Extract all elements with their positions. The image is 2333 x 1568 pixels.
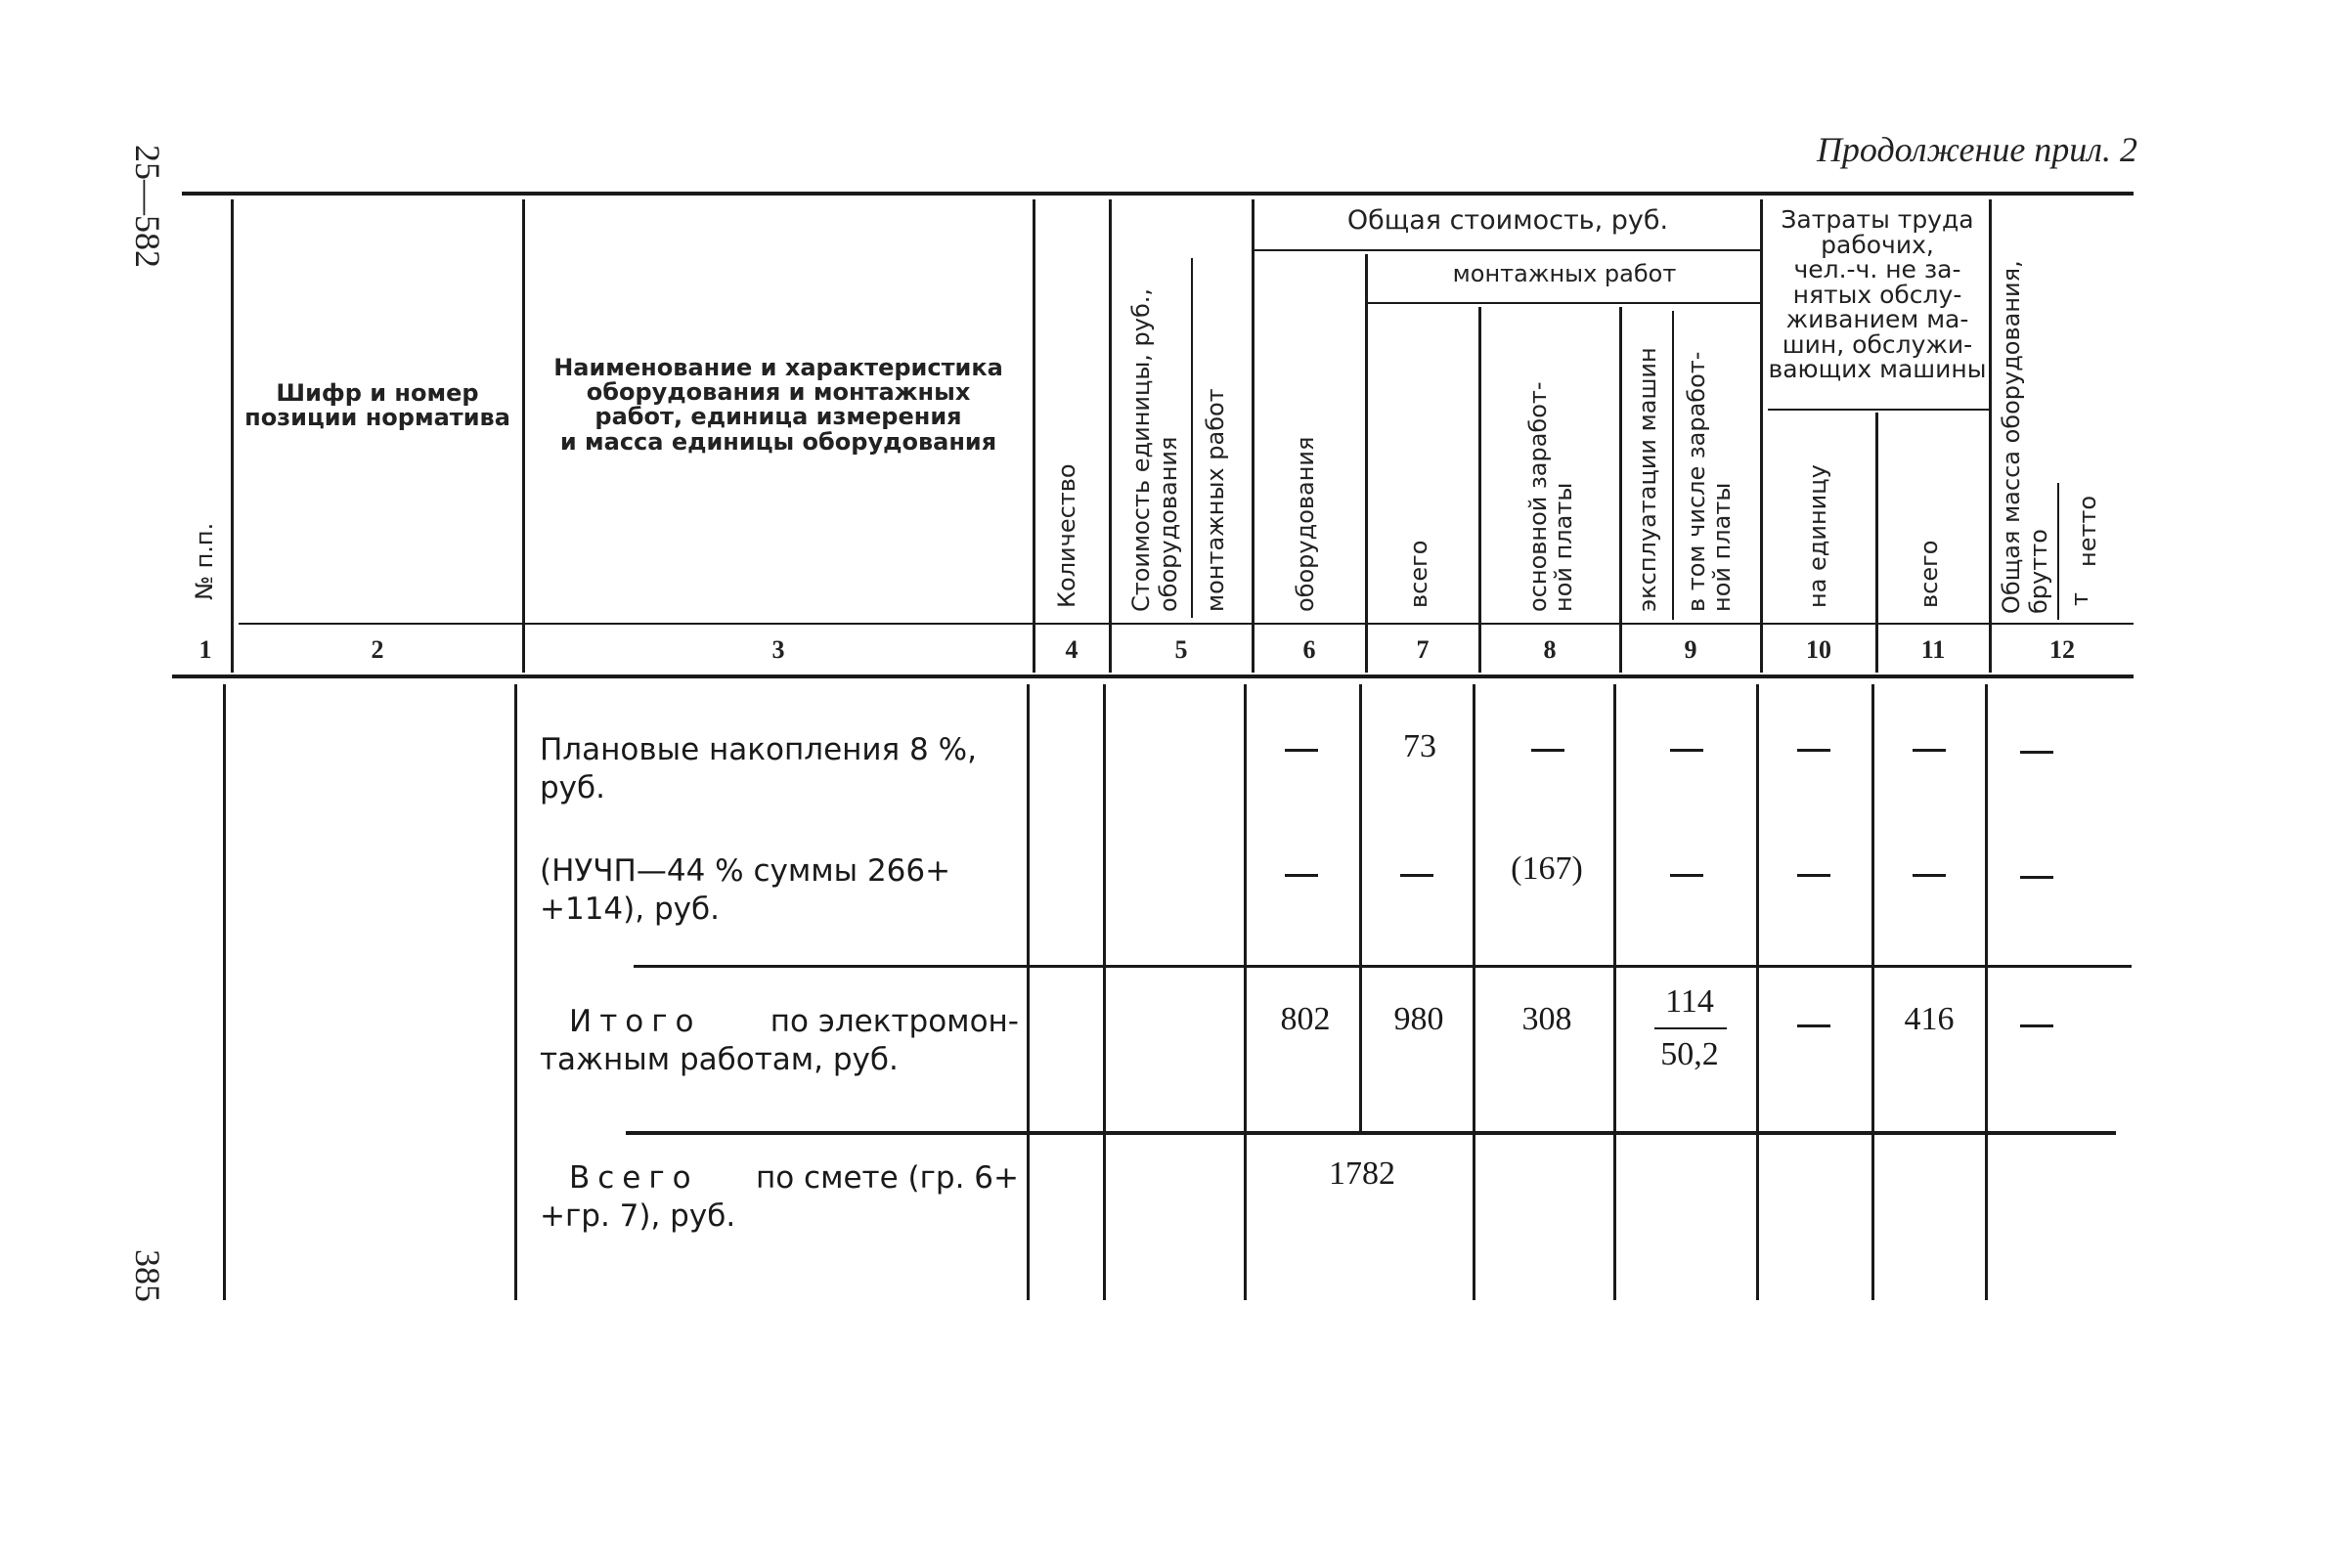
col12-fraction-line (2057, 483, 2059, 620)
body-vline-1 (223, 684, 226, 1300)
colnum-11: 11 (1920, 635, 1946, 664)
row-nuchp-name: (НУЧП—44 % суммы 266+ +114), руб. (540, 853, 951, 927)
body-vline-4 (1103, 684, 1106, 1300)
r1-c6-dash (1285, 749, 1318, 752)
col12-netto: нетто (2074, 495, 2101, 567)
montage-rule (1367, 302, 1762, 304)
colnum-1: 1 (198, 635, 212, 664)
hdr-vline-8 (1619, 307, 1622, 673)
body-vline-3 (1027, 684, 1030, 1300)
col9-b-header: в том числе заработ- ной платы (1683, 351, 1737, 612)
total-cost-rule (1254, 249, 1762, 251)
r1-c11-dash (1913, 749, 1946, 752)
colnum-5: 5 (1174, 635, 1188, 664)
body-vline-9 (1756, 684, 1759, 1300)
hdr-vline-6 (1365, 254, 1368, 673)
body-vline-8 (1613, 684, 1616, 1300)
col8-header: основной заработ- ной платы (1524, 381, 1578, 612)
body-vline-10 (1871, 684, 1874, 1300)
r3-c6-value: 802 (1280, 1001, 1331, 1037)
col3-header: Наименование и характеристика оборудования и монтажных работ, единица измерения и масса единицы оборудования (553, 354, 1003, 456)
col5-group-header: Стоимость единицы, руб., (1127, 287, 1155, 612)
page-number: 385 (128, 1249, 167, 1302)
hdr-vline-9a (1672, 311, 1674, 620)
colnum-3: 3 (771, 635, 785, 664)
continuation-title: Продолжение прил. 2 (1816, 130, 2137, 169)
col5-b-header: монтажных работ (1202, 388, 1229, 612)
colnum-7: 7 (1416, 635, 1430, 664)
colnum-2: 2 (371, 635, 384, 664)
r1-c8-dash (1531, 749, 1564, 752)
colnum-4: 4 (1065, 635, 1078, 664)
r2-c6-dash (1285, 874, 1318, 877)
r3-c7-value: 980 (1393, 1001, 1444, 1037)
r4-c6-7-value: 1782 (1329, 1155, 1395, 1192)
body-vline-7 (1473, 684, 1475, 1300)
montage-header: монтажных работ (1452, 260, 1677, 287)
col12-t: т (2066, 592, 2093, 606)
body-vline-2 (514, 684, 517, 1300)
col12-brutto: брутто (2025, 529, 2052, 614)
hdr-vline-1 (231, 199, 234, 673)
r2-c9-dash (1670, 874, 1703, 877)
total-rule (626, 1131, 2116, 1135)
row-subtotal-name: Итого по электромон- тажным работам, руб. (540, 1004, 1019, 1077)
r2-c11-dash (1913, 874, 1946, 877)
r3-c9-fraction-line (1654, 1027, 1727, 1029)
col10-header: на единицу (1804, 464, 1831, 608)
colnum-8: 8 (1543, 635, 1557, 664)
row-planned-savings-name: Плановые накопления 8 %, руб. (540, 732, 977, 806)
r3-c12-dash (2020, 1024, 2053, 1027)
colnum-6: 6 (1302, 635, 1316, 664)
r2-c12-dash (2020, 876, 2053, 879)
hdr-vline-10 (1875, 413, 1878, 673)
body-vline-6 (1359, 684, 1362, 1132)
body-vline-5 (1244, 684, 1247, 1300)
col5-a-header: оборудования (1155, 436, 1182, 612)
colnum-10: 10 (1806, 635, 1831, 664)
col11-header: всего (1915, 540, 1943, 608)
r3-c10-dash (1797, 1024, 1830, 1027)
col2-header: Шифр и номер позиции норматива (244, 379, 510, 432)
table-top-rule (182, 192, 2134, 196)
r2-c10-dash (1797, 874, 1830, 877)
col9-a-header: эксплуатации машин (1634, 347, 1661, 612)
r3-c9-bottom: 50,2 (1660, 1036, 1719, 1072)
r2-c7-dash (1400, 874, 1433, 877)
r1-c10-dash (1797, 749, 1830, 752)
hdr-vline-7 (1478, 307, 1481, 673)
r1-c12-dash (2020, 751, 2053, 754)
col4-header: Количество (1053, 463, 1080, 608)
subtotal-rule (634, 965, 2132, 968)
col12-header: Общая масса оборудования, (1998, 260, 2025, 614)
col1-header: № п.п. (191, 522, 218, 600)
colnum-12: 12 (2049, 635, 2075, 664)
labor-rule (1768, 409, 1991, 411)
col6-header: оборудования (1292, 436, 1319, 612)
total-cost-header: Общая стоимость, руб. (1346, 205, 1669, 236)
r1-c7-value: 73 (1403, 728, 1436, 764)
labor-header: Затраты труда рабочих, чел.-ч. не за- нятых обслу- живанием ма- шин, обслужи- вающих машины (1768, 205, 1987, 383)
r3-c8-value: 308 (1521, 1001, 1572, 1037)
numbers-bottom-rule (172, 675, 2134, 678)
hdr-vline-4 (1109, 199, 1112, 673)
r3-c9-top: 114 (1665, 983, 1714, 1020)
r3-c11-value: 416 (1904, 1001, 1955, 1037)
hdr-vline-3 (1033, 199, 1035, 673)
row-grand-total-name: Всего по смете (гр. 6+ +гр. 7), руб. (540, 1160, 1019, 1234)
body-vline-11 (1985, 684, 1988, 1300)
r2-c8-value: (167) (1511, 850, 1583, 887)
hdr-vline-5 (1252, 199, 1255, 673)
colnum-9: 9 (1684, 635, 1697, 664)
col7-header: всего (1405, 540, 1432, 608)
hdr-vline-5a (1191, 258, 1193, 618)
r1-c9-dash (1670, 749, 1703, 752)
hdr-vline-2 (522, 199, 525, 673)
document-code: 25—582 (128, 145, 167, 268)
